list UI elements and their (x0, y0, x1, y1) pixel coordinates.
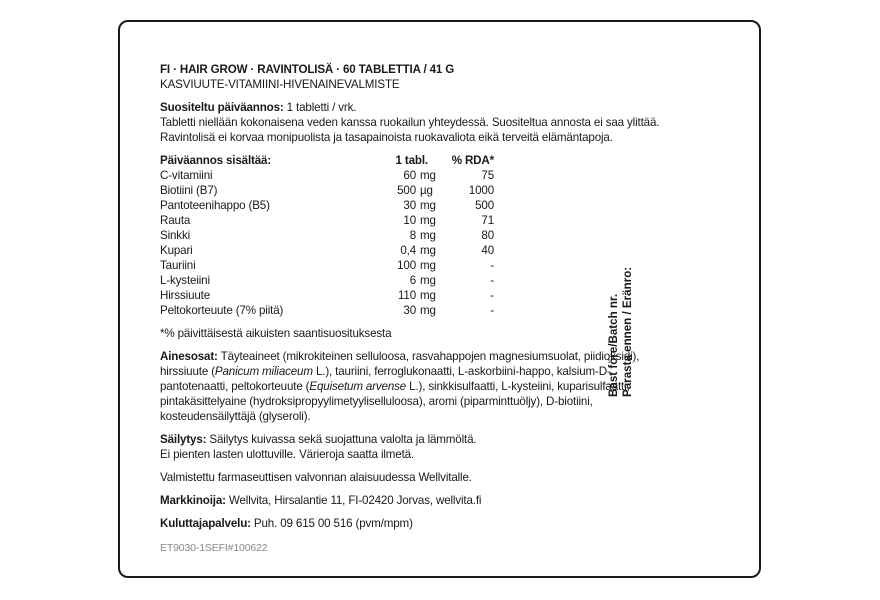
nutrient-amount: 60 (403, 169, 416, 182)
nutrient-name: Kupari (160, 244, 193, 257)
storage-text: Säilytys kuivassa sekä suojattuna valolta ja lämmöltä. (206, 433, 477, 446)
nutrient-amount: 100 (397, 259, 416, 272)
label-content (160, 62, 660, 556)
ingredients-text-2: L.), tauriini, ferroglukonaatti, L-askorbiini-happo, kalsium-D-pantotenaatti, peltokorteuute ( (160, 365, 611, 393)
nutrient-rda: - (490, 289, 494, 302)
nutrient-unit: mg (420, 259, 436, 272)
nutrition-row (160, 213, 494, 228)
nutrition-row (160, 168, 494, 183)
batch-info (607, 267, 635, 397)
manufactured-note: Valmistettu farmaseuttisen valvonnan alaisuudessa Wellvitalle. (160, 471, 472, 484)
nutrient-name: Rauta (160, 214, 191, 227)
nutrient-amount: 10 (403, 214, 416, 227)
nutrient-rda: 71 (481, 214, 494, 227)
product-title: FI · HAIR GROW · RAVINTOLISÄ · 60 TABLETTIA / 41 G (160, 63, 455, 76)
nutrient-name: Biotiini (B7) (160, 184, 218, 197)
product-type: KASVIUUTE-VITAMIINI-HIVENAINEVALMISTE (160, 78, 400, 91)
nutrient-amount: 0,4 (400, 244, 416, 257)
rda-footnote: *% päivittäisestä aikuisten saantisuosituksesta (160, 327, 392, 340)
nutrient-rda: - (490, 274, 494, 287)
nutrition-row (160, 228, 494, 243)
ingredients-latin-1: Panicum miliaceum (214, 365, 313, 378)
nutrition-header-name: Päiväannos sisältää: (160, 154, 272, 167)
nutrient-name: Sinkki (160, 229, 191, 242)
nutrient-unit: mg (420, 304, 436, 317)
marketer-value: Wellvita, Hirsalantie 11, FI-02420 Jorvas, wellvita.fi (225, 494, 482, 507)
nutrient-rda: - (490, 304, 494, 317)
nutrient-unit: mg (420, 199, 436, 212)
nutrient-name: Peltokorteuute (7% piitä) (160, 304, 284, 317)
nutrient-rda: 75 (481, 169, 494, 182)
nutrient-amount: 110 (397, 289, 416, 302)
nutrient-name: Pantoteenihappo (B5) (160, 199, 270, 212)
service-label: Kuluttajapalvelu: (160, 517, 251, 530)
nutrient-amount: 30 (403, 304, 416, 317)
service-value: Puh. 09 615 00 516 (pvm/mpm) (250, 517, 413, 530)
nutrient-unit: mg (420, 274, 436, 287)
nutrient-amount: 6 (409, 274, 416, 287)
nutrition-row (160, 288, 494, 303)
nutrient-amount: 500 (397, 184, 416, 197)
nutrient-rda: 40 (481, 244, 494, 257)
nutrient-amount: 30 (403, 199, 416, 212)
nutrient-amount: 8 (409, 229, 416, 242)
ingredients-text-1: Täyteaineet (mikrokiteinen selluloosa, rasvahappojen magnesiumsuolat, piidioksidi), hirssiuute ( (160, 350, 640, 378)
storage-section (160, 432, 660, 462)
product-label (118, 20, 761, 578)
ingredients-label: Ainesosat: (160, 350, 218, 363)
storage-warning: Ei pienten lasten ulottuville. Värieroja saatta ilmetä. (160, 448, 415, 461)
batch-label-fi: Parasta ennen / Eränro: (621, 266, 634, 397)
dose-section (160, 100, 660, 145)
nutrition-row (160, 243, 494, 258)
marketer-label: Markkinoija: (160, 494, 226, 507)
nutrient-name: C-vitamiini (160, 169, 213, 182)
nutrient-rda: 1000 (468, 184, 494, 197)
nutrition-row (160, 183, 494, 198)
nutrition-header-amount: 1 tabl. (395, 154, 428, 167)
nutrient-unit: mg (420, 169, 436, 182)
nutrient-unit: mg (420, 229, 436, 242)
nutrient-unit: mg (420, 289, 436, 302)
dose-value: 1 tabletti / vrk. (283, 101, 357, 114)
nutrition-row (160, 273, 494, 288)
product-code: ET9030-1SEFI#100622 (160, 542, 268, 554)
ingredients (160, 349, 660, 424)
nutrition-header-row (160, 153, 494, 168)
ingredients-text-3: L.), sinkkisulfaatti, L-kysteiini, kuparisulfaatti, pintakäsittelyaine (hydroksipropyylimetyyliselluloosa), aromi (piparminttuöljy), D-biotiini, kosteudensäilyttäjä (glyseroli). (160, 380, 630, 423)
nutrient-unit: µg (420, 184, 433, 197)
nutrition-header-rda: % RDA* (451, 154, 494, 167)
nutrition-table (160, 153, 494, 318)
nutrient-rda: 80 (481, 229, 494, 242)
dose-disclaimer: Ravintolisä ei korvaa monipuolista ja tasapainoista ruokavaliota eikä terveitä elämäntapoja. (160, 131, 613, 144)
nutrition-rows (160, 168, 494, 318)
storage-label: Säilytys: (160, 433, 207, 446)
nutrient-name: Tauriini (160, 259, 196, 272)
batch-label-sv: Bäst före/Batch nr. (607, 293, 620, 397)
nutrition-row (160, 303, 494, 318)
nutrient-rda: 500 (475, 199, 494, 212)
ingredients-latin-2: Equisetum arvense (309, 380, 407, 393)
dose-instructions: Tabletti niellään kokonaisena veden kanssa ruokailun yhteydessä. Suositeltua annosta ei saa ylittää. (160, 116, 660, 129)
nutrient-unit: mg (420, 244, 436, 257)
marketer (160, 493, 660, 508)
nutrition-row (160, 198, 494, 213)
nutrient-unit: mg (420, 214, 436, 227)
nutrient-name: Hirssiuute (160, 289, 211, 302)
nutrition-row (160, 258, 494, 273)
nutrient-rda: - (490, 259, 494, 272)
dose-label: Suositeltu päiväannos: (160, 101, 284, 114)
nutrient-name: L-kysteiini (160, 274, 210, 287)
consumer-service (160, 516, 660, 531)
